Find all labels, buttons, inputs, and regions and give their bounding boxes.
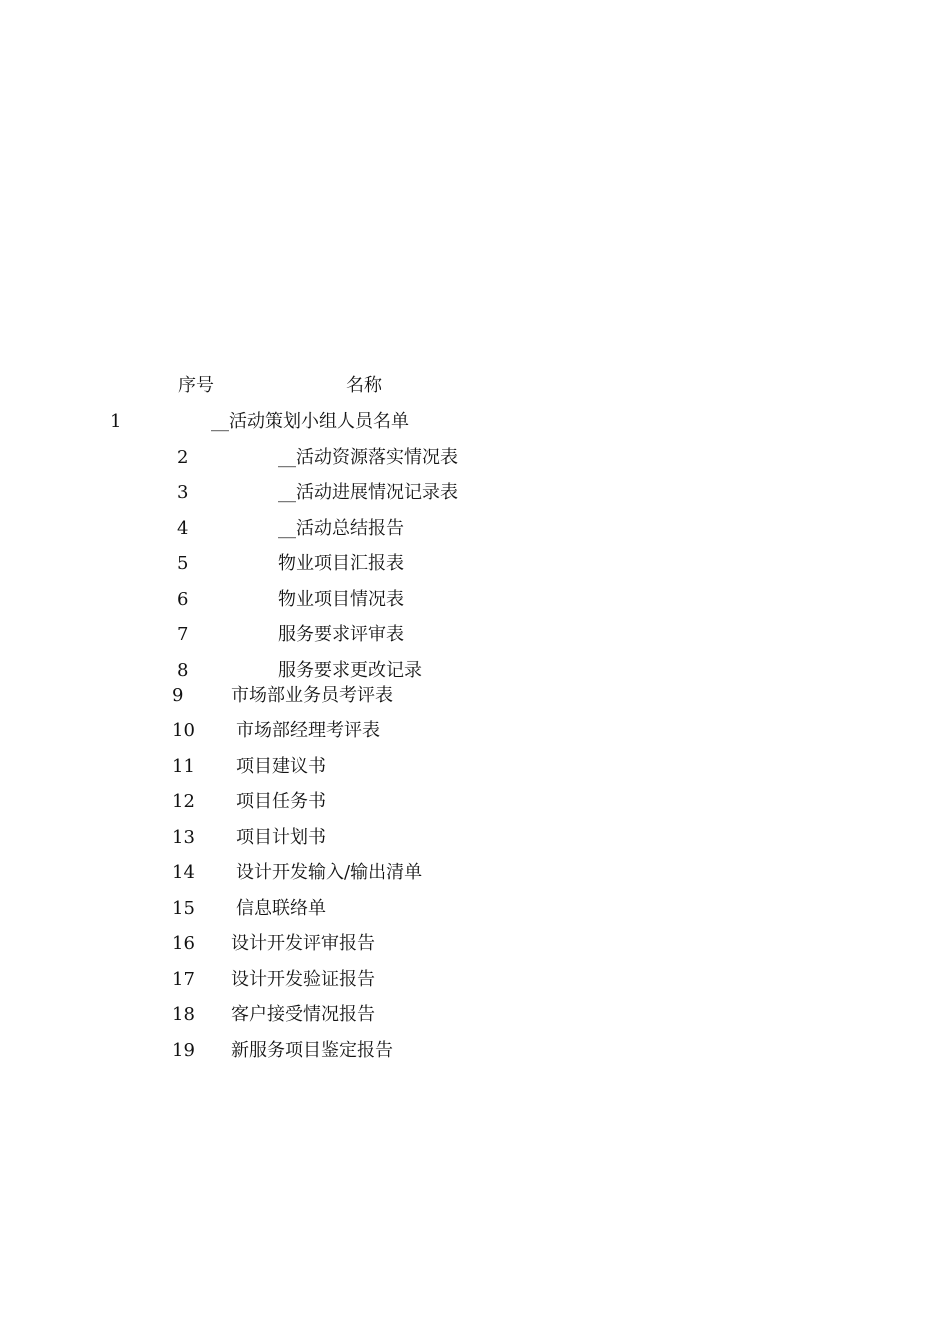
row-name: __活动策划小组人员名单 <box>211 411 409 432</box>
row-name: 市场部经理考评表 <box>236 720 380 741</box>
row-name: 客户接受情况报告 <box>231 1004 375 1025</box>
row-name: __活动总结报告 <box>278 518 404 539</box>
row-name: 设计开发输入/输出清单 <box>236 862 423 883</box>
row-number: 19 <box>172 1040 195 1061</box>
row-number: 13 <box>172 827 195 848</box>
header-number-label: 序号 <box>178 375 214 396</box>
row-number: 15 <box>172 898 195 919</box>
row-name: 新服务项目鉴定报告 <box>231 1040 393 1061</box>
row-name: 项目建议书 <box>236 756 326 777</box>
row-name: 市场部业务员考评表 <box>231 685 393 706</box>
row-number: 1 <box>110 411 122 432</box>
header-name-label: 名称 <box>346 375 382 396</box>
row-name: 物业项目汇报表 <box>278 553 404 574</box>
row-name: 信息联络单 <box>236 898 326 919</box>
row-number: 16 <box>172 933 195 954</box>
row-number: 18 <box>172 1004 195 1025</box>
row-number: 12 <box>172 791 195 812</box>
row-name: 项目计划书 <box>236 827 326 848</box>
row-number: 11 <box>172 756 195 777</box>
row-number: 17 <box>172 969 195 990</box>
row-name: 服务要求评审表 <box>278 624 404 645</box>
row-name: 设计开发评审报告 <box>231 933 375 954</box>
row-name: 项目任务书 <box>236 791 326 812</box>
row-name: __活动进展情况记录表 <box>278 482 458 503</box>
row-name: 物业项目情况表 <box>278 589 404 610</box>
row-number: 3 <box>177 482 189 503</box>
row-number: 9 <box>172 685 184 706</box>
row-number: 7 <box>177 624 189 645</box>
row-number: 8 <box>177 660 189 681</box>
row-number: 4 <box>177 518 189 539</box>
row-number: 5 <box>177 553 189 574</box>
row-number: 2 <box>177 447 189 468</box>
row-name: __活动资源落实情况表 <box>278 447 458 468</box>
row-name: 设计开发验证报告 <box>231 969 375 990</box>
row-number: 10 <box>172 720 195 741</box>
row-name: 服务要求更改记录 <box>278 660 422 681</box>
row-number: 14 <box>172 862 195 883</box>
row-number: 6 <box>177 589 189 610</box>
